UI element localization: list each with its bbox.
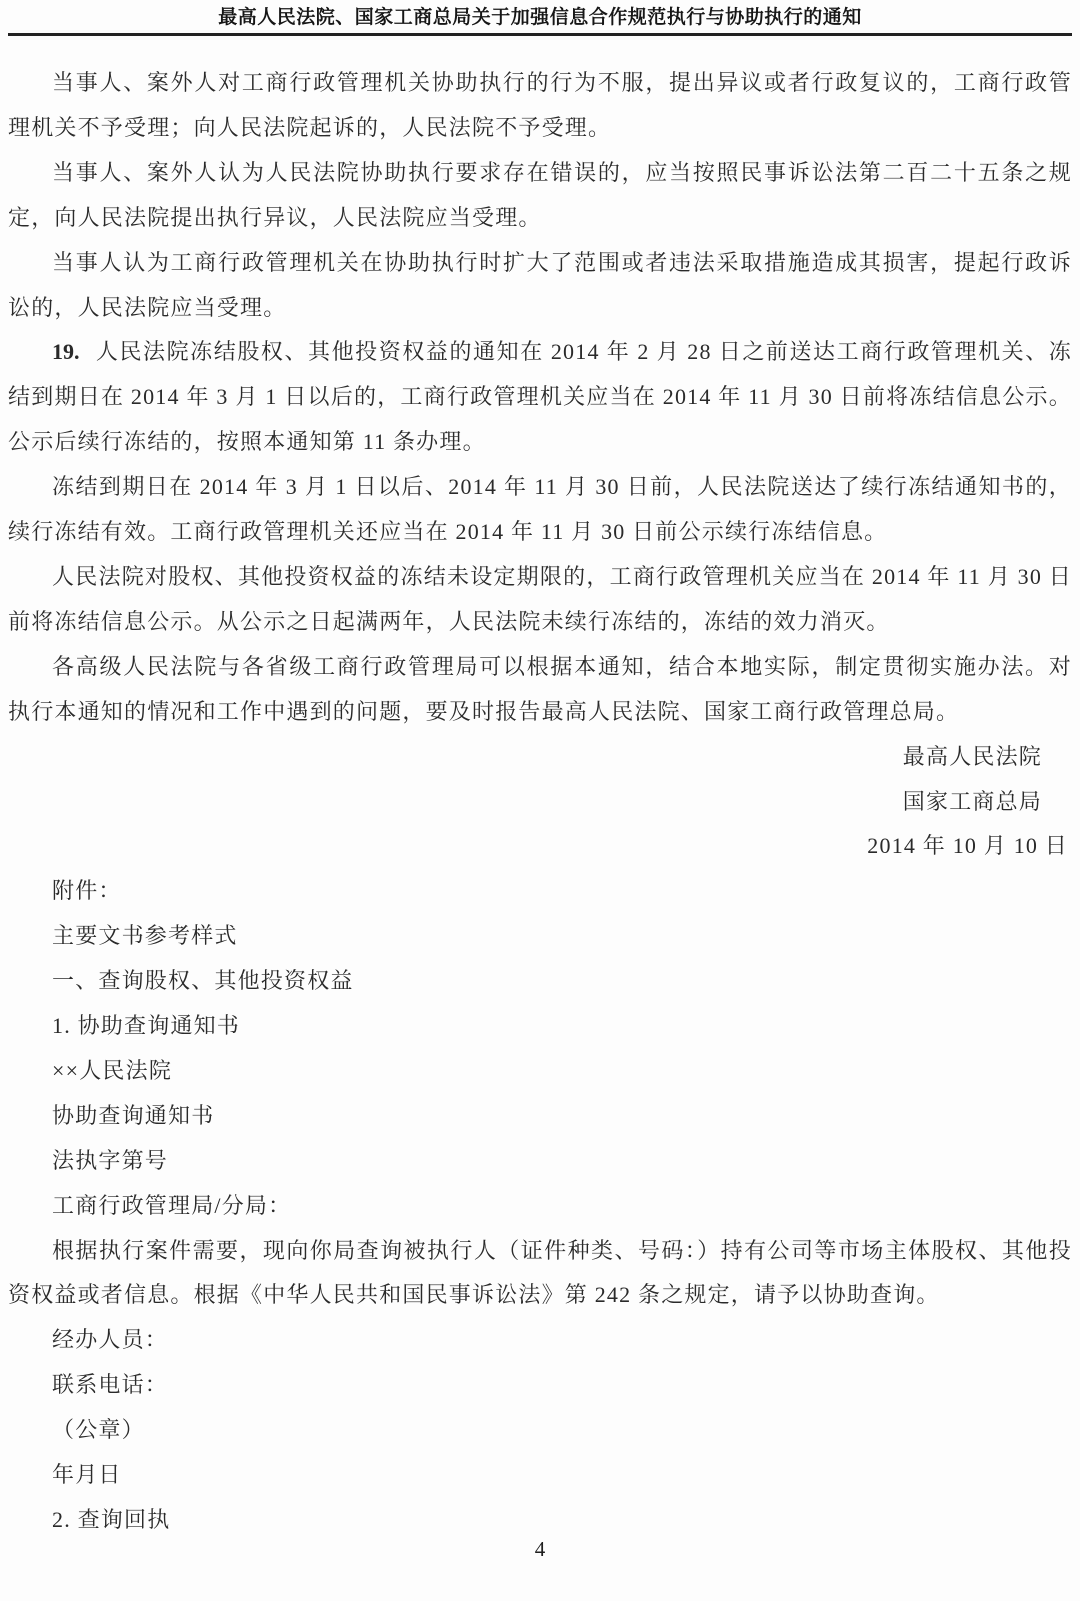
attachment-heading: 附件： [52,878,122,904]
attachment-line: ××人民法院 [52,1057,173,1083]
body-paragraph: 各高级人民法院与各省级工商行政管理局可以根据本通知，结合本地实际，制定贯彻实施办法。对执行本通知的情况和工作中遇到的问题，要及时报告最高人民法院、国家工商行政管理总局。 [8,653,1072,724]
signature-date: 2014 年 10 月 10 日 [867,833,1068,859]
page-number: 4 [534,1537,546,1561]
signature-court: 最高人民法院 [902,743,1042,769]
attachment-line: 主要文书参考样式 [52,923,238,949]
attachment-field: 联系电话： [52,1372,169,1398]
body-paragraph: 当事人认为工商行政管理机关在协助执行时扩大了范围或者违法采取措施造成其损害，提起行政诉讼的，人民法院应当受理。 [8,249,1072,320]
attachment-line: 法执字第号 [52,1147,169,1173]
attachment-line: 工商行政管理局/分局： [52,1192,292,1218]
item-19-text: 人民法院冻结股权、其他投资权益的通知在 2014 年 2 月 28 日之前送达工商行政管理机关、冻结到期日在 2014 年 3 月 1 日以后的，工商行政管理机关应当在 2014 年 11 月 30 日前将冻结信息公示。公示后续行冻结的，按照本通知第 11 条办理。 [8,339,1072,455]
body-paragraph: 冻结到期日在 2014 年 3 月 1 日以后、2014 年 11 月 30 日前，人民法院送达了续行冻结通知书的，续行冻结有效。工商行政管理机关还应当在 2014 年 11 月 30 日前公示续行冻结信息。 [8,474,1072,545]
signature-bureau: 国家工商总局 [902,788,1042,814]
body-paragraph: 当事人、案外人认为人民法院协助执行要求存在错误的，应当按照民事诉讼法第二百二十五条之规定，向人民法院提出执行异议，人民法院应当受理。 [8,159,1072,230]
attachment-line: 协助查询通知书 [52,1102,215,1128]
attachment-field: 2. 查询回执 [52,1507,171,1532]
body-paragraph: 人民法院对股权、其他投资权益的冻结未设定期限的，工商行政管理机关应当在 2014 年 11 月 30 日前将冻结信息公示。从公示之日起满两年，人民法院未续行冻结的，冻结的效力消灭。 [8,563,1072,634]
document-body [8,36,1072,1543]
page-title: 最高人民法院、国家工商总局关于加强信息合作规范执行与协助执行的通知 [218,7,862,28]
attachment-field: （公章） [52,1417,145,1443]
attachment-line: 一、查询股权、其他投资权益 [52,968,354,994]
attachment-request-paragraph: 根据执行案件需要，现向你局查询被执行人（证件种类、号码：）持有公司等市场主体股权、其他投资权益或者信息。根据《中华人民共和国民事诉讼法》第 242 条之规定，请予以协助查询。 [8,1237,1072,1308]
body-paragraph-item-19 [8,330,1072,465]
attachment-line: 1. 协助查询通知书 [52,1013,241,1039]
attachment-field: 年月日 [52,1462,122,1488]
attachment-field: 经办人员： [52,1327,169,1353]
document-header [0,0,1080,36]
body-paragraph: 当事人、案外人对工商行政管理机关协助执行的行为不服，提出异议或者行政复议的，工商行政管理机关不予受理；向人民法院起诉的，人民法院不予受理。 [8,70,1072,140]
item-19-number: 19. [52,339,80,365]
